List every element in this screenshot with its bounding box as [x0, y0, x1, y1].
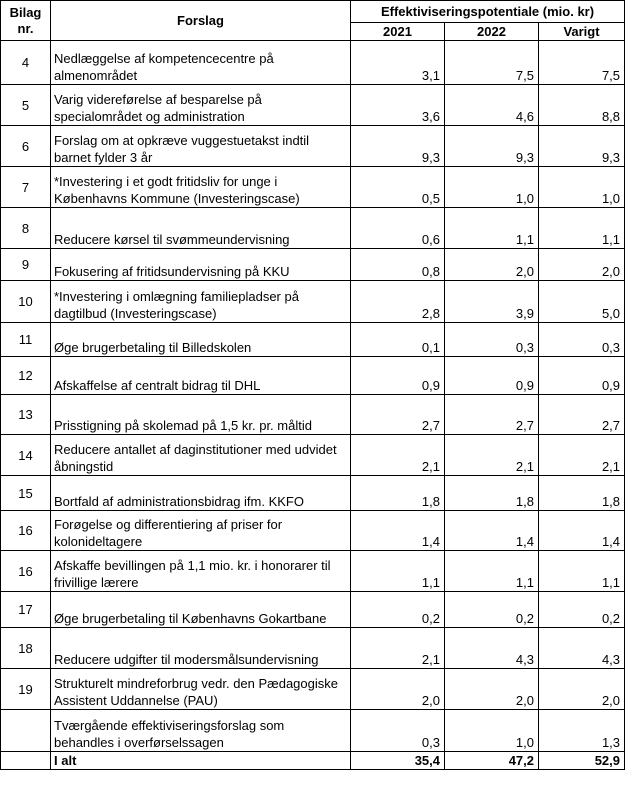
row-number: 4: [1, 41, 51, 85]
row-value-2022: 2,0: [445, 669, 539, 710]
row-value-varigt: 0,9: [539, 357, 625, 395]
row-number: 10: [1, 281, 51, 323]
row-value-varigt: 2,7: [539, 395, 625, 435]
row-number: 18: [1, 628, 51, 669]
row-value-varigt: 2,0: [539, 249, 625, 281]
row-value-2021: 2,1: [351, 628, 445, 669]
total-value-2021: 35,4: [351, 752, 445, 770]
row-number: 11: [1, 323, 51, 357]
year-header-varigt: Varigt: [539, 23, 625, 41]
row-number: [1, 710, 51, 752]
row-value-2022: 3,9: [445, 281, 539, 323]
table-row: [1, 41, 625, 85]
row-number: 8: [1, 208, 51, 249]
row-value-2021: 2,8: [351, 281, 445, 323]
table-row: [1, 395, 625, 435]
row-value-2022: 2,1: [445, 435, 539, 476]
row-value-2021: 1,4: [351, 511, 445, 551]
row-proposal: Nedlæggelse af kompetencecentre på almenområdet: [51, 41, 351, 85]
row-value-2021: 0,8: [351, 249, 445, 281]
row-value-varigt: 5,0: [539, 281, 625, 323]
row-value-2022: 7,5: [445, 41, 539, 85]
row-value-2022: 1,1: [445, 551, 539, 592]
row-value-varigt: 8,8: [539, 85, 625, 126]
potential-group-header: Effektiviseringspotentiale (mio. kr): [351, 1, 625, 23]
row-value-2021: 0,6: [351, 208, 445, 249]
total-label: I alt: [51, 752, 351, 770]
total-value-varigt: 52,9: [539, 752, 625, 770]
row-proposal: Reducere udgifter til modersmålsundervisning: [51, 628, 351, 669]
row-value-2021: 2,1: [351, 435, 445, 476]
row-proposal: Tværgående effektiviseringsforslag som behandles i overførselssagen: [51, 710, 351, 752]
row-proposal: Fokusering af fritidsundervisning på KKU: [51, 249, 351, 281]
total-value-2022: 47,2: [445, 752, 539, 770]
row-proposal: Afskaffe bevillingen på 1,1 mio. kr. i honorarer til frivillige lærere: [51, 551, 351, 592]
row-value-varigt: 7,5: [539, 41, 625, 85]
row-value-2021: 1,8: [351, 476, 445, 511]
row-value-varigt: 2,1: [539, 435, 625, 476]
table-row: [1, 85, 625, 126]
row-proposal: Prisstigning på skolemad på 1,5 kr. pr. måltid: [51, 395, 351, 435]
row-value-2022: 4,6: [445, 85, 539, 126]
row-value-2021: 9,3: [351, 126, 445, 167]
row-value-2022: 0,9: [445, 357, 539, 395]
table-row: [1, 435, 625, 476]
row-value-varigt: 1,8: [539, 476, 625, 511]
row-value-2021: 0,2: [351, 592, 445, 628]
table-row: [1, 628, 625, 669]
row-value-2022: 2,0: [445, 249, 539, 281]
table-row: [1, 126, 625, 167]
bilag-header-line1: Bilag: [9, 4, 42, 20]
year-header-2021: 2021: [351, 23, 445, 41]
table-row: [1, 357, 625, 395]
row-value-varigt: 9,3: [539, 126, 625, 167]
row-proposal: Reducere kørsel til svømmeundervisning: [51, 208, 351, 249]
row-proposal: Øge brugerbetaling til Københavns Gokartbane: [51, 592, 351, 628]
row-value-2021: 2,7: [351, 395, 445, 435]
row-value-varigt: 1,4: [539, 511, 625, 551]
row-value-2022: 1,0: [445, 167, 539, 208]
row-value-2022: 1,8: [445, 476, 539, 511]
row-proposal: Reducere antallet af daginstitutioner med udvidet åbningstid: [51, 435, 351, 476]
row-value-2022: 2,7: [445, 395, 539, 435]
table-row: [1, 208, 625, 249]
table-row: [1, 323, 625, 357]
total-row: [1, 752, 625, 770]
forslag-header: Forslag: [51, 1, 351, 41]
row-number: 14: [1, 435, 51, 476]
row-value-varigt: 1,3: [539, 710, 625, 752]
row-number: 7: [1, 167, 51, 208]
row-proposal: Forslag om at opkræve vuggestuetakst indtil barnet fylder 3 år: [51, 126, 351, 167]
row-number: 16: [1, 551, 51, 592]
row-value-2021: 3,1: [351, 41, 445, 85]
row-value-2021: 0,3: [351, 710, 445, 752]
row-proposal: Forøgelse og differentiering af priser for kolonideltagere: [51, 511, 351, 551]
row-value-2021: 0,1: [351, 323, 445, 357]
row-value-2021: 2,0: [351, 669, 445, 710]
row-proposal: *Investering i omlægning familiepladser på dagtilbud (Investeringscase): [51, 281, 351, 323]
row-number: 13: [1, 395, 51, 435]
total-spacer: [1, 752, 51, 770]
row-value-2021: 3,6: [351, 85, 445, 126]
row-value-2022: 0,2: [445, 592, 539, 628]
row-value-varigt: 1,1: [539, 551, 625, 592]
table-row: [1, 249, 625, 281]
row-value-2022: 1,4: [445, 511, 539, 551]
table-row: [1, 476, 625, 511]
table-row: [1, 592, 625, 628]
table-row: [1, 511, 625, 551]
table-row: [1, 710, 625, 752]
row-number: 5: [1, 85, 51, 126]
row-number: 17: [1, 592, 51, 628]
row-number: 15: [1, 476, 51, 511]
bilag-header: [1, 1, 51, 41]
table-body: [1, 41, 625, 770]
row-proposal: *Investering i et godt fritidsliv for unge i Københavns Kommune (Investeringscase): [51, 167, 351, 208]
row-proposal: Strukturelt mindreforbrug vedr. den Pædagogiske Assistent Uddannelse (PAU): [51, 669, 351, 710]
year-header-2022: 2022: [445, 23, 539, 41]
row-number: 16: [1, 511, 51, 551]
row-value-varigt: 2,0: [539, 669, 625, 710]
row-value-varigt: 0,2: [539, 592, 625, 628]
row-value-varigt: 0,3: [539, 323, 625, 357]
table-row: [1, 281, 625, 323]
table-row: [1, 551, 625, 592]
row-value-varigt: 4,3: [539, 628, 625, 669]
row-proposal: Varig videreførelse af besparelse på specialområdet og administration: [51, 85, 351, 126]
row-value-2021: 0,5: [351, 167, 445, 208]
row-number: 19: [1, 669, 51, 710]
row-number: 6: [1, 126, 51, 167]
row-value-varigt: 1,1: [539, 208, 625, 249]
row-value-2021: 1,1: [351, 551, 445, 592]
row-value-2022: 1,0: [445, 710, 539, 752]
row-number: 12: [1, 357, 51, 395]
row-proposal: Bortfald af administrationsbidrag ifm. KKFO: [51, 476, 351, 511]
row-proposal: Øge brugerbetaling til Billedskolen: [51, 323, 351, 357]
table-row: [1, 167, 625, 208]
row-value-2022: 1,1: [445, 208, 539, 249]
row-number: 9: [1, 249, 51, 281]
table-row: [1, 669, 625, 710]
row-value-2022: 4,3: [445, 628, 539, 669]
row-value-2022: 9,3: [445, 126, 539, 167]
row-value-2022: 0,3: [445, 323, 539, 357]
bilag-header-line2: nr.: [17, 20, 34, 36]
row-value-varigt: 1,0: [539, 167, 625, 208]
row-value-2021: 0,9: [351, 357, 445, 395]
row-proposal: Afskaffelse af centralt bidrag til DHL: [51, 357, 351, 395]
